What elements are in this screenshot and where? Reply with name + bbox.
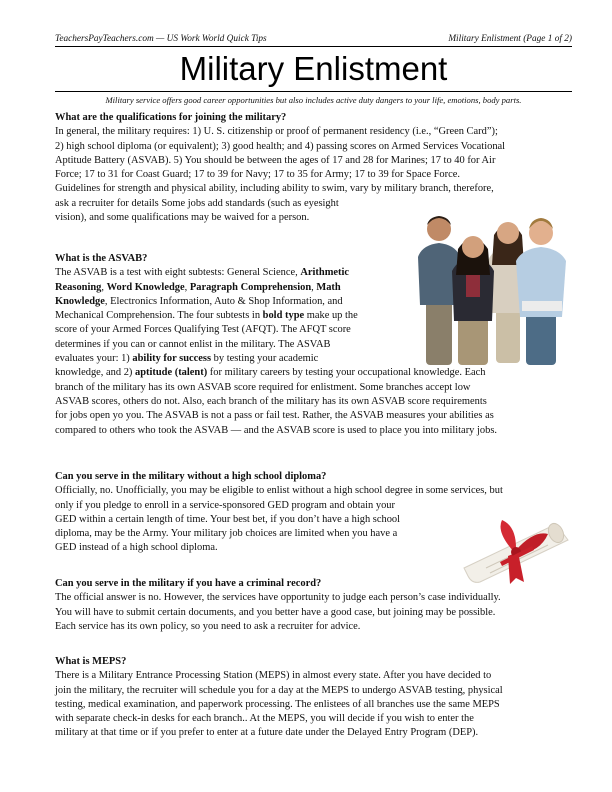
text-line: testing, medical examination, and paperwork processing. The enlistees of all branches use the same MEPS bbox=[55, 698, 500, 710]
text-line: compared to others who took the ASVAB — and the ASVAB score is used to place you into military jobs. bbox=[55, 424, 498, 436]
text-line: Guidelines for strength and physical ability, including ability to swim, vary by military branch, therefore, bbox=[55, 183, 494, 195]
text-line: In general, the military requires: 1) U. S. citizenship or proof of permanent residency (i.e., “Green Card”); bbox=[55, 126, 498, 138]
text-line: join the military, the recruiter will schedule you for a day at the MEPS to undergo ASVAB testing, physical bbox=[55, 684, 503, 696]
text-line: only if you pledge to enroll in a service-sponsored GED program and obtain your bbox=[55, 499, 396, 511]
text-line: vision), and some qualifications may be waived for a person. bbox=[55, 212, 310, 224]
section-body bbox=[55, 669, 574, 740]
text-line: with separate check-in desks for each branch.. At the MEPS, you will decide if you wish to enter the bbox=[55, 713, 474, 725]
section-criminal-record bbox=[55, 577, 574, 634]
title-rule bbox=[55, 91, 572, 92]
text-line: ask a recruiter for details Some jobs add standards (such as eyesight bbox=[55, 197, 339, 209]
header-rule bbox=[55, 46, 572, 47]
text-line: Force; 17 to 31 for Coast Guard; 17 to 39 for Navy; 17 to 35 for Army; 17 to 39 for Space Force. bbox=[55, 169, 460, 181]
text-line: ASVAB scores, others do not. Also, each branch of the military has its own ASVAB score requirements bbox=[55, 395, 487, 407]
text-line: for jobs open yo you. The ASVAB is not a pass or fail test. Rather, the ASVAB measures your abilities as bbox=[55, 410, 494, 422]
section-heading: Can you serve in the military if you have a criminal record? bbox=[55, 578, 322, 589]
text-line: GED instead of a high school diploma. bbox=[55, 542, 218, 554]
text-line: Officially, no. Unofficially, you may be eligible to enlist without a high school degree in some services, but bbox=[55, 485, 503, 497]
text-line: determines if you can or cannot enlist in the military. The ASVAB bbox=[55, 338, 331, 350]
section-heading: What are the qualifications for joining the military? bbox=[55, 112, 287, 123]
text-line: There is a Military Entrance Processing Station (MEPS) in almost every state. After you have decided to bbox=[55, 670, 492, 682]
page-title: Military Enlistment bbox=[179, 50, 448, 87]
text-line: knowledge, and 2) aptitude (talent) for military careers by testing your occupational knowledge. Each bbox=[55, 367, 486, 379]
text-line: Each service has its own policy, so you need to ask a recruiter for advice. bbox=[55, 620, 361, 632]
text-line: military at that time or if you prefer to enter at a future date under the Delayed Entry Program (DEP). bbox=[55, 727, 479, 739]
header-page-label: Military Enlistment (Page 1 of 2) bbox=[448, 34, 572, 44]
text-line: diploma, may be the Army. Your military job choices are limited when you have a bbox=[55, 528, 398, 540]
header-source: TeachersPayTeachers.com — US Work World Quick Tips bbox=[55, 34, 267, 44]
page-header bbox=[55, 34, 572, 44]
text-line: Aptitude Battery (ASVAB). 5) You should be between the ages of 17 and 28 for Marines; 17 to 40 for Air bbox=[55, 154, 496, 166]
text-line: The ASVAB is a test with eight subtests: General Science, Arithmetic bbox=[55, 267, 350, 279]
section-body bbox=[55, 591, 574, 634]
section-heading: What is MEPS? bbox=[55, 656, 127, 667]
section-heading: What is the ASVAB? bbox=[55, 253, 148, 264]
section-heading: Can you serve in the military without a high school diploma? bbox=[55, 471, 327, 482]
page-subtitle: Military service offers good career opportunities but also includes active duty dangers to your life, emotions, body parts. bbox=[105, 95, 522, 105]
person-figure bbox=[516, 218, 566, 365]
diploma-image bbox=[456, 512, 574, 584]
section-meps bbox=[55, 655, 574, 741]
students-photo bbox=[412, 205, 572, 367]
person-figure bbox=[452, 236, 494, 365]
text-line: Reasoning, Word Knowledge, Paragraph Comprehension, Math bbox=[55, 281, 341, 293]
text-line: You will have to submit certain documents, and you better have a good case, but joining may be possible. bbox=[55, 606, 496, 618]
text-line: Knowledge, Electronics Information, Auto & Shop Information, and bbox=[55, 295, 343, 307]
text-line: GED within a certain length of time. Your best bet, if you don’t have a high school bbox=[55, 513, 401, 525]
text-line: evaluates your: 1) ability for success by testing your academic bbox=[55, 353, 319, 365]
text-line: 2) high school diploma (or equivalent); 3) good health; and 4) passing scores on Armed Services Vocational bbox=[55, 140, 506, 152]
text-line: Mechanical Comprehension. The four subtests in bold type make up the bbox=[55, 310, 358, 322]
text-line: score of your Armed Forces Qualifying Test (AFQT). The AFQT score bbox=[55, 324, 351, 336]
text-line: The official answer is no. However, the services have opportunity to judge each person’s case individually. bbox=[55, 592, 501, 604]
text-line: branch of the military has its own ASVAB score required for enlistment. Some branches accept low bbox=[55, 381, 471, 393]
